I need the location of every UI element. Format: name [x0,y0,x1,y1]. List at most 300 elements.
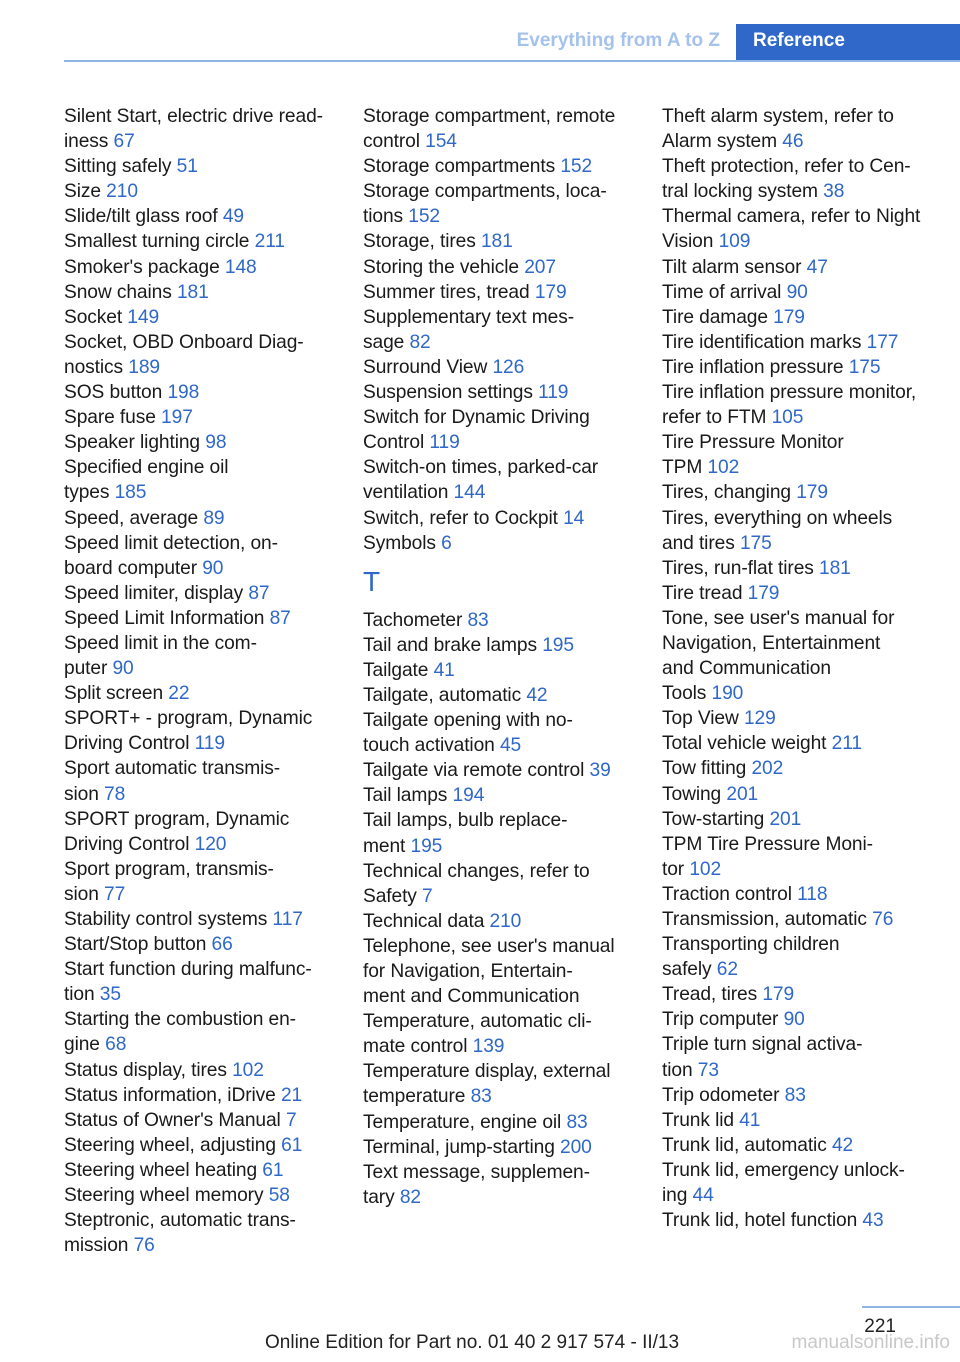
page-reference-link[interactable]: 119 [429,432,460,454]
index-entry-text [363,480,641,505]
page-reference-link[interactable]: 89 [203,507,225,529]
page-reference-link[interactable]: 6 [441,532,452,554]
index-term: Trunk lid, hotel function [662,1210,858,1232]
page-reference-link[interactable]: 45 [499,735,522,757]
index-entry-text [662,706,942,731]
page-reference-link[interactable]: 119 [194,733,225,755]
index-term: Storage compartments, loca- [363,181,607,203]
index-term: Socket [64,306,123,328]
index-entry [662,882,942,907]
index-entry-text [363,758,641,783]
index-entry [363,154,641,179]
index-term: Trip odometer [662,1084,780,1106]
page-reference-link[interactable]: 202 [751,758,784,780]
index-term: Speed, average [64,507,199,529]
page-reference-link[interactable]: 46 [782,131,804,153]
index-entry [662,581,942,606]
index-term: TPM [662,457,703,479]
index-term: Start/Stop button [64,934,207,956]
index-entry-text [64,405,342,430]
page-reference-link[interactable]: 42 [831,1134,854,1156]
index-entry [64,807,342,857]
page-reference-link[interactable]: 179 [773,306,805,328]
page-reference-link[interactable]: 109 [718,231,751,253]
index-term: Steptronic, automatic trans- [64,1210,296,1232]
index-term: Tilt alarm sensor [662,256,802,278]
index-term: Tail lamps [363,785,448,807]
page-reference-link[interactable]: 211 [254,231,285,253]
index-entry [64,204,342,229]
page-reference-link[interactable]: 119 [538,382,569,404]
index-entry [662,1108,942,1133]
index-entry-text [64,1007,342,1032]
page-reference-link[interactable]: 179 [534,281,567,303]
index-entry [64,1133,342,1158]
page-reference-link[interactable]: 61 [262,1159,284,1181]
index-term: refer to FTM [662,407,767,429]
index-term: Trunk lid, automatic [662,1134,827,1156]
index-entry-text [662,154,942,179]
index-entry-text [363,405,641,430]
index-entry [64,1108,342,1133]
page-reference-link[interactable]: 102 [232,1059,264,1081]
index-entry [662,506,942,556]
index-entry [662,1158,942,1208]
page-reference-link[interactable]: 82 [409,331,431,353]
index-entry [363,658,641,683]
index-entry [64,455,342,505]
page-reference-link[interactable]: 120 [194,833,227,855]
index-entry-text [363,1160,641,1185]
page-reference-link[interactable]: 76 [133,1235,155,1257]
page-reference-link[interactable]: 126 [492,356,525,378]
index-entry [363,405,641,455]
index-term: Traction control [662,883,792,905]
index-term: Safety [363,885,417,907]
page-reference-link[interactable]: 78 [104,783,126,805]
index-term: Tire damage [662,306,768,328]
index-entry [662,982,942,1007]
index-entry-text [363,355,641,380]
index-entry-text [64,204,342,229]
index-entry [662,731,942,756]
index-term: Storing the vehicle [363,256,519,278]
index-entry [363,1059,641,1109]
index-entry [64,531,342,581]
page-reference-link[interactable]: 42 [526,684,548,706]
index-entry [64,681,342,706]
index-column-3 [662,104,942,1233]
page-reference-link[interactable]: 207 [524,256,556,278]
index-entry-text [64,129,342,154]
index-term: puter [64,658,108,680]
index-entry-text [64,154,342,179]
page-reference-link[interactable]: 51 [176,156,198,178]
index-entry-text [363,255,641,280]
index-entry [662,681,942,706]
page-reference-link[interactable]: 175 [739,532,772,554]
page-reference-link[interactable]: 198 [167,382,200,404]
index-term: Storage compartment, remote [363,106,616,127]
index-term: tral locking system [662,181,818,203]
page-reference-link[interactable]: 149 [127,306,160,328]
index-term: Tools [662,683,707,705]
page-reference-link[interactable]: 83 [470,1086,492,1108]
page-reference-link[interactable]: 179 [796,482,828,504]
page-reference-link[interactable]: 90 [786,281,808,303]
page-reference-link[interactable]: 177 [866,331,899,353]
page-reference-link[interactable]: 117 [272,909,303,930]
watermark-text: manualsonline.info [791,1332,950,1353]
index-entry-text [64,255,342,280]
page-reference-link[interactable]: 102 [707,457,740,479]
index-entry-text [662,255,942,280]
index-term: Tire tread [662,582,743,604]
page-reference-link[interactable]: 148 [224,256,257,278]
index-entry [363,355,641,380]
index-term: Triple turn signal activa- [662,1034,863,1056]
index-term: Sport automatic transmis- [64,758,281,780]
page-reference-link[interactable]: 82 [399,1186,421,1208]
index-term: Tires, everything on wheels [662,507,893,529]
index-entry-text [662,631,942,656]
index-entry-text [64,782,342,807]
index-term: Vision [662,231,714,253]
index-entry [64,405,342,430]
index-entry-text [662,957,942,982]
page-reference-link[interactable]: 41 [739,1109,761,1131]
index-entry-text [662,531,942,556]
index-term: Tachometer [363,609,463,631]
page-reference-link[interactable]: 195 [410,835,443,857]
index-entry-text [662,380,942,405]
page-reference-link[interactable]: 194 [452,785,485,807]
index-term: Technical data [363,910,485,932]
index-term: Tire identification marks [662,331,862,353]
index-entry [64,255,342,280]
index-entry [363,633,641,658]
page-reference-link[interactable]: 210 [489,910,522,932]
index-term: Theft protection, refer to Cen- [662,156,911,178]
index-entry-text [64,1183,342,1208]
index-entry-text [363,1185,641,1210]
index-term: Suspension settings [363,382,533,404]
index-entry [64,631,342,681]
page-reference-link[interactable]: 144 [453,482,486,504]
index-entry-text [64,1233,342,1258]
page-reference-link[interactable]: 21 [280,1084,303,1106]
page-reference-link[interactable]: 185 [114,482,147,504]
page-reference-link[interactable]: 67 [113,131,135,153]
page-reference-link[interactable]: 66 [211,934,233,956]
page-reference-link[interactable]: 102 [689,858,722,880]
index-entry-text [64,430,342,455]
header-divider [64,60,960,62]
index-entry [64,932,342,957]
index-entry-text [662,204,942,229]
index-entry-text [662,330,942,355]
index-term: types [64,482,110,504]
page-reference-link[interactable]: 139 [472,1036,505,1058]
index-entry [662,556,942,581]
index-entry [662,706,942,731]
page-reference-link[interactable]: 118 [797,883,828,905]
index-entry-text [64,807,342,832]
index-entry-text [662,104,942,129]
index-term: Tow fitting [662,758,747,780]
page-header [0,24,960,64]
page-reference-link[interactable]: 201 [769,808,802,830]
index-term: Size [64,181,101,203]
index-entry [363,1160,641,1210]
page-reference-link[interactable]: 22 [168,683,190,705]
index-entry [64,305,342,330]
index-entry-text [662,1058,942,1083]
index-entry-text [662,355,942,380]
page-reference-link[interactable]: 105 [771,407,804,429]
index-entry-text [363,834,641,859]
index-entry-text [64,957,342,982]
index-entry [64,907,342,932]
index-entry [662,932,942,982]
index-entry [662,480,942,505]
index-entry-text [662,506,942,531]
page-reference-link[interactable]: 210 [106,181,138,203]
index-term: tor [662,858,685,880]
index-entry [64,1183,342,1208]
page-reference-link[interactable]: 61 [281,1134,303,1156]
page-reference-link[interactable]: 35 [99,984,121,1006]
index-term: Temperature, automatic cli- [363,1011,592,1033]
index-entry-text [363,683,641,708]
page-reference-link[interactable]: 190 [711,683,744,705]
index-entry [64,280,342,305]
page-reference-link[interactable]: 201 [726,783,759,805]
index-entry [363,380,641,405]
index-entry-text [363,1009,641,1034]
section-title: Everything from A to Z [516,30,720,51]
index-term: tions [363,206,404,228]
page-reference-link[interactable]: 58 [268,1185,290,1207]
index-entry [64,229,342,254]
page-reference-link[interactable]: 87 [248,582,270,604]
page-reference-link[interactable]: 49 [222,206,244,228]
index-entry [64,380,342,405]
index-entry-text [363,104,641,129]
index-term: Transporting children [662,934,840,956]
index-term: ment and Communication [363,986,580,1008]
index-entry-text [662,656,942,681]
page-reference-link[interactable]: 154 [425,131,457,153]
index-entry-text [662,756,942,781]
index-term: safely [662,959,712,981]
page-reference-link[interactable]: 179 [747,582,780,604]
index-term: Speed limiter, display [64,582,244,604]
index-entry [662,330,942,355]
page-reference-link[interactable]: 41 [433,659,455,681]
index-entry-text [662,782,942,807]
page-reference-link[interactable]: 87 [269,607,291,629]
index-entry [363,455,641,505]
index-term: Trip computer [662,1009,779,1031]
index-entry [64,1058,342,1083]
index-entry-text [363,608,641,633]
page-reference-link[interactable]: 179 [762,984,795,1006]
index-term: Total vehicle weight [662,733,827,755]
index-term: Steering wheel heating [64,1159,258,1181]
index-entry [363,1135,641,1160]
index-term: tion [64,984,95,1006]
index-entry-text [363,280,641,305]
index-entry-text [662,932,942,957]
index-entry-text [64,706,342,731]
page-reference-link[interactable]: 68 [105,1034,127,1056]
index-term: Top View [662,708,739,730]
page-reference-link[interactable]: 90 [112,658,134,680]
index-entry-text [64,1133,342,1158]
index-term: Snow chains [64,281,172,303]
page-reference-link[interactable]: 181 [819,557,851,579]
index-term: Tailgate opening with no- [363,710,573,732]
index-entry-text [363,1059,641,1084]
index-entry-text [64,606,342,631]
index-entry-text [363,658,641,683]
page-reference-link[interactable]: 83 [467,609,489,631]
page-reference-link[interactable]: 181 [480,231,513,253]
index-entry-text [363,179,641,204]
index-entry-text [662,480,942,505]
page-reference-link[interactable]: 7 [422,885,433,907]
page-reference-link[interactable]: 200 [560,1136,592,1158]
page-reference-link[interactable]: 77 [104,883,126,905]
page-reference-link[interactable]: 83 [784,1084,806,1106]
index-term: Tone, see user's manual for [662,607,895,629]
index-term: TPM Tire Pressure Moni- [662,833,873,855]
page-reference-link[interactable]: 90 [783,1009,805,1031]
page-reference-link[interactable]: 175 [848,356,881,378]
index-term: Driving Control [64,833,190,855]
index-term: tion [662,1059,693,1081]
index-term: iness [64,131,109,153]
index-term: Surround View [363,356,488,378]
index-entry [662,1083,942,1108]
index-entry-text [64,832,342,857]
index-entry-text [662,907,942,932]
index-term: sion [64,883,99,905]
index-entry-text [64,1108,342,1133]
index-entry [662,355,942,380]
index-term: Switch-on times, parked-car [363,457,599,479]
page-reference-link[interactable]: 39 [589,760,611,782]
index-term: Symbols [363,532,436,554]
index-term: Silent Start, electric drive read- [64,106,323,127]
page-reference-link[interactable]: 43 [862,1210,884,1232]
index-entry-text [662,606,942,631]
index-term: Temperature, engine oil [363,1111,562,1133]
index-entry-text [662,857,942,882]
index-entry-text [363,1135,641,1160]
index-entry-text [363,380,641,405]
index-entry-text [64,731,342,756]
index-entry-text [363,1110,641,1135]
index-term: Telephone, see user's manual [363,935,615,957]
page-reference-link[interactable]: 62 [716,959,738,981]
page-reference-link[interactable]: 197 [161,407,193,429]
index-entry [662,380,942,430]
index-entry-text [64,556,342,581]
index-entry [662,280,942,305]
index-entry [363,708,641,758]
page-reference-link[interactable]: 47 [806,256,828,278]
index-term: Text message, supplemen- [363,1161,590,1183]
index-term: Stability control systems [64,909,268,930]
index-term: Starting the combustion en- [64,1009,296,1031]
page-reference-link[interactable]: 73 [697,1059,719,1081]
index-entry-text [662,807,942,832]
index-entry-text [662,1183,942,1208]
page-reference-link[interactable]: 129 [743,708,776,730]
index-term: Navigation, Entertainment [662,632,881,654]
page-reference-link[interactable]: 195 [542,634,574,656]
index-entry-text [363,708,641,733]
index-entry-text [64,229,342,254]
index-term: Slide/tilt glass roof [64,206,218,228]
index-entry [662,305,942,330]
index-term: Towing [662,783,722,805]
page-reference-link[interactable]: 90 [202,557,224,579]
page-reference-link[interactable]: 211 [831,733,862,755]
index-entry [363,808,641,858]
page-reference-link[interactable]: 44 [692,1185,714,1207]
index-term: Tires, changing [662,482,791,504]
page-reference-link[interactable]: 76 [872,909,894,930]
index-term: Sitting safely [64,156,172,178]
index-term: Tailgate via remote control [363,760,585,782]
index-term: nostics [64,356,124,378]
index-entry-text [64,656,342,681]
page-reference-link[interactable]: 14 [563,507,585,529]
index-entry [363,683,641,708]
index-entry [363,758,641,783]
index-entry-text [662,681,942,706]
index-entry [662,430,942,480]
page-reference-link[interactable]: 98 [205,432,227,454]
index-entry-text [64,982,342,1007]
index-term: Switch for Dynamic Driving [363,407,590,429]
index-entry [662,606,942,681]
page-reference-link[interactable]: 181 [176,281,209,303]
page-reference-link[interactable]: 189 [128,356,160,378]
index-entry-text [64,857,342,882]
page-reference-link[interactable]: 152 [408,206,440,228]
index-entry-text [363,506,641,531]
index-term: SPORT+ - program, Dynamic [64,708,313,730]
page-reference-link[interactable]: 7 [285,1109,297,1131]
index-entry-text [363,305,641,330]
index-entry-text [64,1083,342,1108]
page-reference-link[interactable]: 38 [823,181,845,203]
page-reference-link[interactable]: 83 [566,1111,588,1133]
page-reference-link[interactable]: 152 [560,156,593,178]
index-entry [662,782,942,807]
page-number: 221 [864,1316,896,1337]
index-entry-text [64,531,342,556]
index-entry-text [64,380,342,405]
index-entry-text [64,1032,342,1057]
index-term: and tires [662,532,735,554]
index-entry [363,909,641,934]
index-term: Smallest turning circle [64,231,250,253]
